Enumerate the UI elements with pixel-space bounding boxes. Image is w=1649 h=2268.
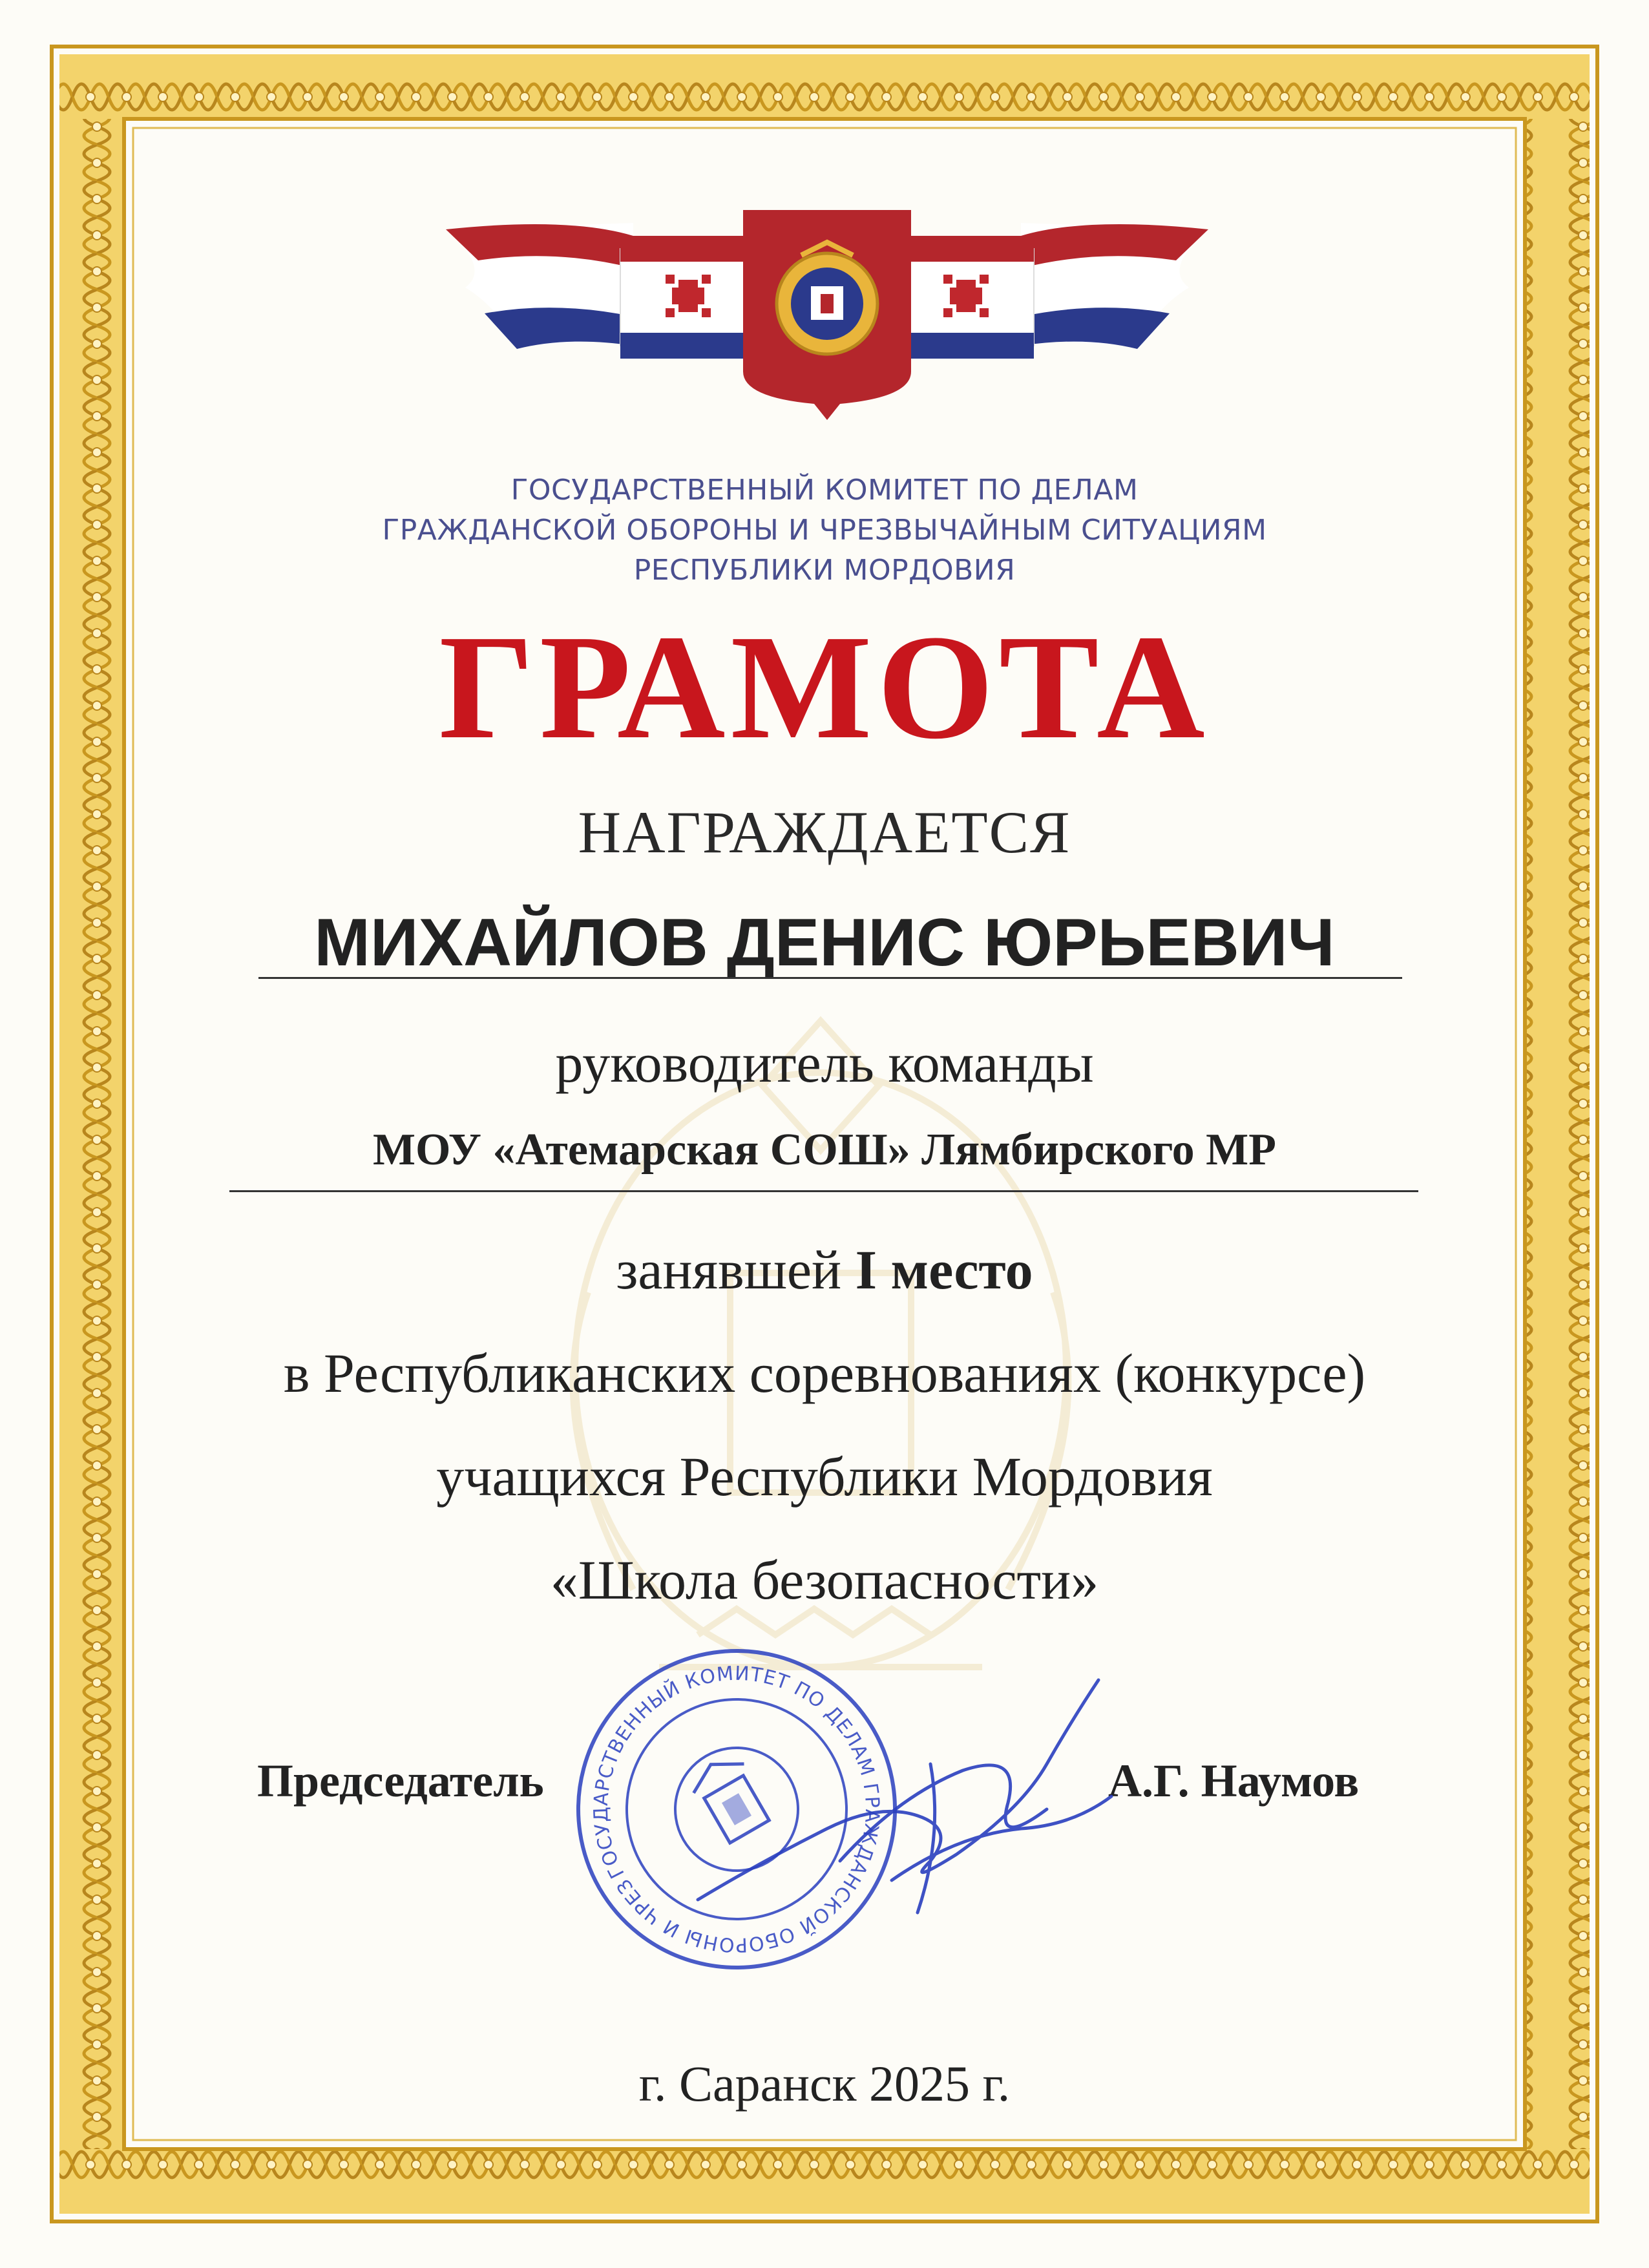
place-line [0,1237,1649,1302]
certificate-title: ГРАМОТА [439,604,1210,770]
signatory-position: Председатель [257,1755,544,1807]
event-line-1: в Республиканских соревнованиях (конкурсе) [283,1342,1366,1404]
signatory-name: А.Г. Наумов [1108,1755,1360,1807]
organization-line-1: ГОСУДАРСТВЕННЫЙ КОМИТЕТ ПО ДЕЛАМ [510,474,1139,507]
flag-ribbon-emblem [439,210,1215,423]
event-line-2: учащихся Республики Мордовия [436,1445,1213,1507]
school-name: МОУ «Атемарская СОШ» Лямбирского МР [372,1125,1277,1175]
place-prefix: занявшей [616,1239,842,1301]
organization-line-2: ГРАЖДАНСКОЙ ОБОРОНЫ И ЧРЕЗВЫЧАЙНЫМ СИТУАЦИЯМ [382,514,1267,547]
stamp-text: ГОСУДАРСТВЕННЫЙ КОМИТЕТ ПО ДЕЛАМ ГРАЖДАНСКОЙ ОБОРОНЫ И ЧРЕЗВЫЧАЙНЫМ [589,1662,884,1957]
school-underline [229,1190,1418,1192]
event-line-3: «Школа безопасности» [550,1549,1099,1611]
organization-line-3: РЕСПУБЛИКИ МОРДОВИЯ [633,554,1016,587]
mordovian-star-right [943,275,989,317]
mordovian-star-left [666,275,711,317]
recipient-name: МИХАЙЛОВ ДЕНИС ЮРЬЕВИЧ [314,905,1335,980]
handwritten-signature [685,1667,1137,1938]
awarded-label: НАГРАЖДАЕТСЯ [578,799,1071,865]
recipient-role: руководитель команды [555,1032,1094,1094]
issue-place-year: г. Саранск 2025 г. [638,2055,1011,2112]
place-value: I место [855,1239,1033,1301]
name-underline [258,977,1402,979]
